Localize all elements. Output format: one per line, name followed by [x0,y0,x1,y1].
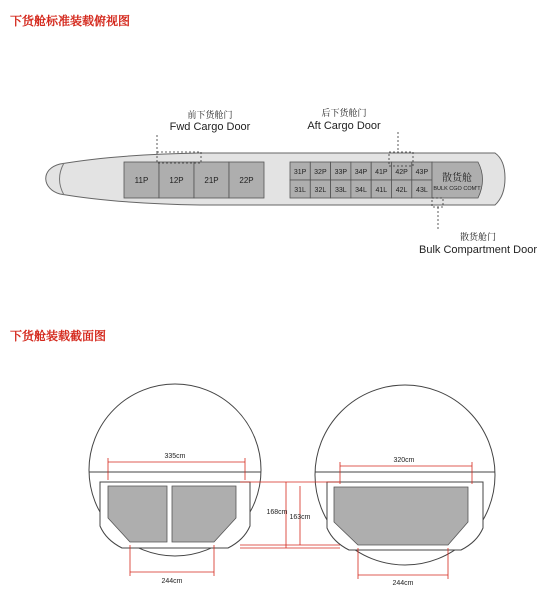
heading-cross-section: 下货舱装载截面图 [10,329,107,343]
dim-right-width: 320cm [393,457,415,464]
cargo-position-label: 42P [395,169,408,176]
cargo-position-label: 32L [314,187,327,194]
fwd-cargo-row [124,162,264,198]
cargo-position-label: 42L [395,187,408,194]
cargo-position-label: 11P [134,176,149,185]
bulk-door-label-en: Bulk Compartment Door [419,244,537,256]
cargo-position-label: 21P [204,176,219,185]
cargo-container-right [334,487,468,545]
dim-right-base: 244cm [392,580,414,587]
dim-height-b: 163cm [289,514,311,521]
aft-door-label-en: Aft Cargo Door [307,120,381,132]
aft-cargo-row [290,162,432,198]
cargo-position-label: 34L [355,187,367,194]
heading-top-view: 下货舱标准装载俯视图 [10,14,131,28]
dim-height-a: 168cm [266,509,288,516]
cargo-position-label: 41P [375,169,388,176]
cargo-position-label: 34P [354,169,368,176]
top-view [46,107,538,256]
cargo-position-label: 32P [314,169,327,176]
aft-door-label-cn: 后下货舱门 [321,109,367,119]
cargo-position-label: 31L [294,187,306,194]
cargo-position-label: 31P [293,169,307,176]
fwd-door-label-en: Fwd Cargo Door [169,121,251,133]
bulk-label-en: BULK CGO COM'T [433,186,481,192]
dim-left-width: 335cm [164,453,186,460]
bulk-label-cn: 散货舱 [442,173,472,184]
cargo-position-label: 43L [416,187,428,194]
cargo-position-label: 33L [334,187,347,194]
fwd-door-label-cn: 前下货舱门 [187,111,233,121]
cross-section-left [89,384,261,556]
bulk-door-label-cn: 散货舱门 [459,233,497,243]
cargo-position-label: 41L [375,187,388,194]
cargo-position-label: 22P [239,176,254,185]
cargo-position-label: 43P [415,169,429,176]
cross-section-right [315,385,495,565]
cargo-position-label: 12P [169,176,184,185]
dim-left-base: 244cm [161,578,183,585]
cargo-position-label: 33P [334,169,348,176]
